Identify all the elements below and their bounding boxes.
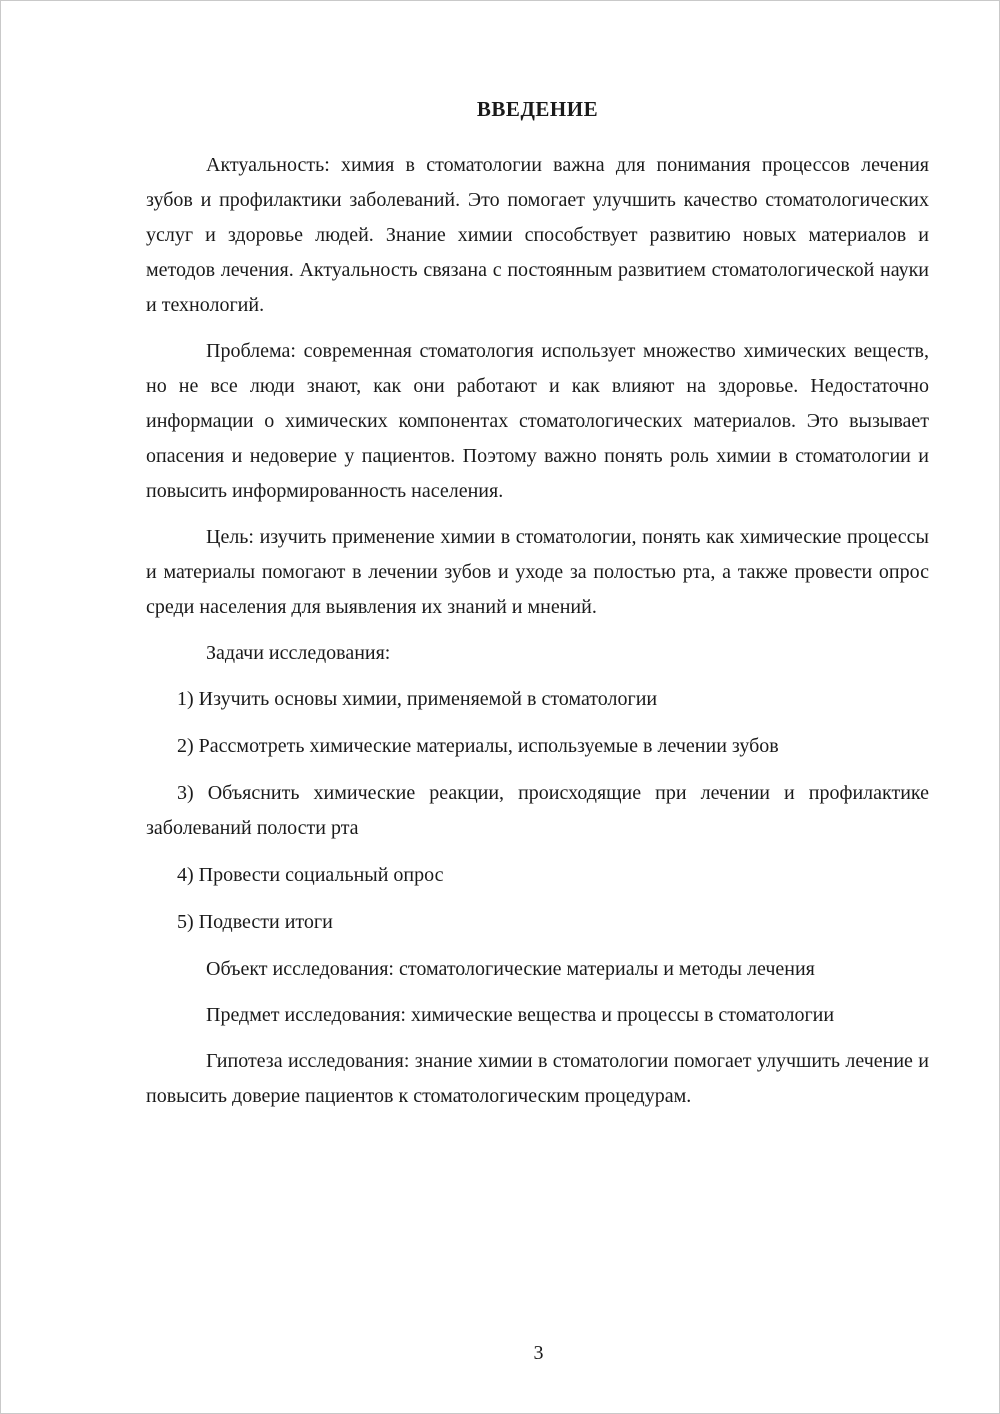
task-item-1: 1) Изучить основы химии, применяемой в стоматологии [177, 688, 658, 710]
paragraph-goal: Цель: изучить применение химии в стоматологии, понять как химические процессы и материалы помогают в лечении зубов и уходе за полостью рта, а также провести опрос среди населения для выявления их знаний и мнений. [146, 526, 929, 618]
page-title: ВВЕДЕНИЕ [476, 97, 599, 121]
paragraph-object: Объект исследования: стоматологические материалы и методы лечения [206, 958, 815, 980]
task-item-3: 3) Объяснить химические реакции, происходящие при лечении и профилактике заболеваний полости рта [146, 782, 929, 839]
tasks-heading: Задачи исследования: [206, 642, 391, 664]
paragraph-hypothesis: Гипотеза исследования: знание химии в стоматологии помогает улучшить лечение и повысить доверие пациентов к стоматологическим процедурам. [146, 1050, 929, 1107]
page-number: 3 [533, 1342, 544, 1364]
task-item-2: 2) Рассмотреть химические материалы, используемые в лечении зубов [177, 735, 779, 757]
task-item-5: 5) Подвести итоги [177, 911, 333, 933]
paragraph-subject: Предмет исследования: химические вещества и процессы в стоматологии [206, 1004, 835, 1026]
task-item-4: 4) Провести социальный опрос [177, 864, 444, 886]
paragraph-relevance: Актуальность: химия в стоматологии важна для понимания процессов лечения зубов и профилактики заболеваний. Это помогает улучшить качество стоматологических услуг и здоровье людей. Знание химии способствует развитию новых материалов и методов лечения. Актуальность связана с постоянным развитием стоматологической науки и технологий. [146, 154, 929, 316]
paragraph-problem: Проблема: современная стоматология использует множество химических веществ, но не все люди знают, как они работают и как влияют на здоровье. Недостаточно информации о химических компонентах стоматологических материалов. Это вызывает опасения и недоверие у пациентов. Поэтому важно понять роль химии в стоматологии и повысить информированность населения. [146, 340, 929, 502]
